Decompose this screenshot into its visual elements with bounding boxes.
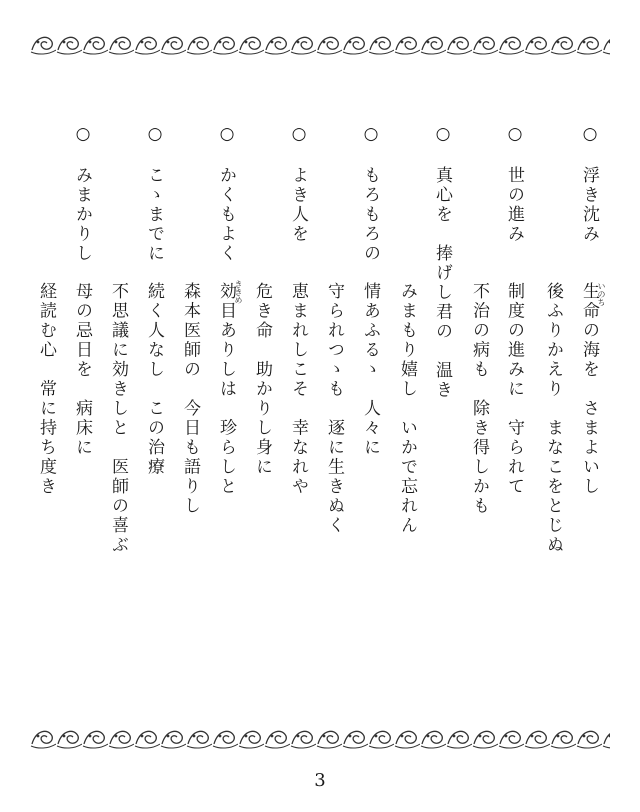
- poem-title: 世の進み: [504, 166, 524, 244]
- poem-line: 母の忌日を 病床に: [72, 282, 92, 458]
- poem-marker: ○: [291, 124, 307, 144]
- ornamental-border-bottom: [30, 724, 610, 752]
- poem-line: 後ふりかえり まなこをとじぬ: [543, 282, 563, 555]
- vine-ornament-icon: [30, 30, 610, 58]
- poem-line: みまもり嬉し いかで忘れん: [397, 282, 417, 536]
- poem-title: こゝまでに: [144, 166, 164, 264]
- ruby-annotation: ききめ: [234, 280, 243, 304]
- page-number: 3: [314, 770, 326, 791]
- poem-title: 浮き沈み: [579, 166, 599, 244]
- poem-marker: ○: [435, 124, 451, 144]
- poem-line: 経読む心 常に持ち度き: [36, 282, 56, 497]
- poem-title: みまかりし: [72, 166, 92, 264]
- poem-line: 生命の海を さまよいし: [579, 282, 599, 497]
- poem-line: 不思議に効きしと 医師の喜ぶ: [108, 282, 128, 555]
- poem-marker: ○: [75, 124, 91, 144]
- ruby-annotation: いのち: [597, 282, 606, 306]
- poem-line: 不治の病も 除き得しかも: [469, 282, 489, 516]
- poem-title: もろもろの: [360, 166, 380, 264]
- poem-line: 効目ありしは 珍らしと: [216, 282, 236, 497]
- poem-line: 制度の進みに 守られて: [504, 282, 524, 497]
- poem-line: 危き命 助かりし身に: [252, 282, 272, 477]
- poem-marker: ○: [219, 124, 235, 144]
- poem-marker: ○: [363, 124, 379, 144]
- poem-line: 続く人なし この治療: [144, 282, 164, 477]
- poem-line: 恵まれしこそ 幸なれや: [288, 282, 308, 497]
- poem-line: 守られつゝも 逐に生きぬく: [324, 282, 344, 536]
- poem-marker: ○: [582, 124, 598, 144]
- poem-line: 森本医師の 今日も語りし: [180, 282, 200, 516]
- ornamental-border-top: [30, 30, 610, 58]
- poem-title: 真心を 捧げし君の 温き: [432, 166, 452, 400]
- poem-marker: ○: [147, 124, 163, 144]
- poem-title: かくもよく: [216, 166, 236, 264]
- poem-marker: ○: [507, 124, 523, 144]
- vine-ornament-icon: [30, 724, 610, 752]
- poem-line: 情あふるゝ 人々に: [360, 282, 380, 458]
- poem-title: よき人を: [288, 166, 308, 244]
